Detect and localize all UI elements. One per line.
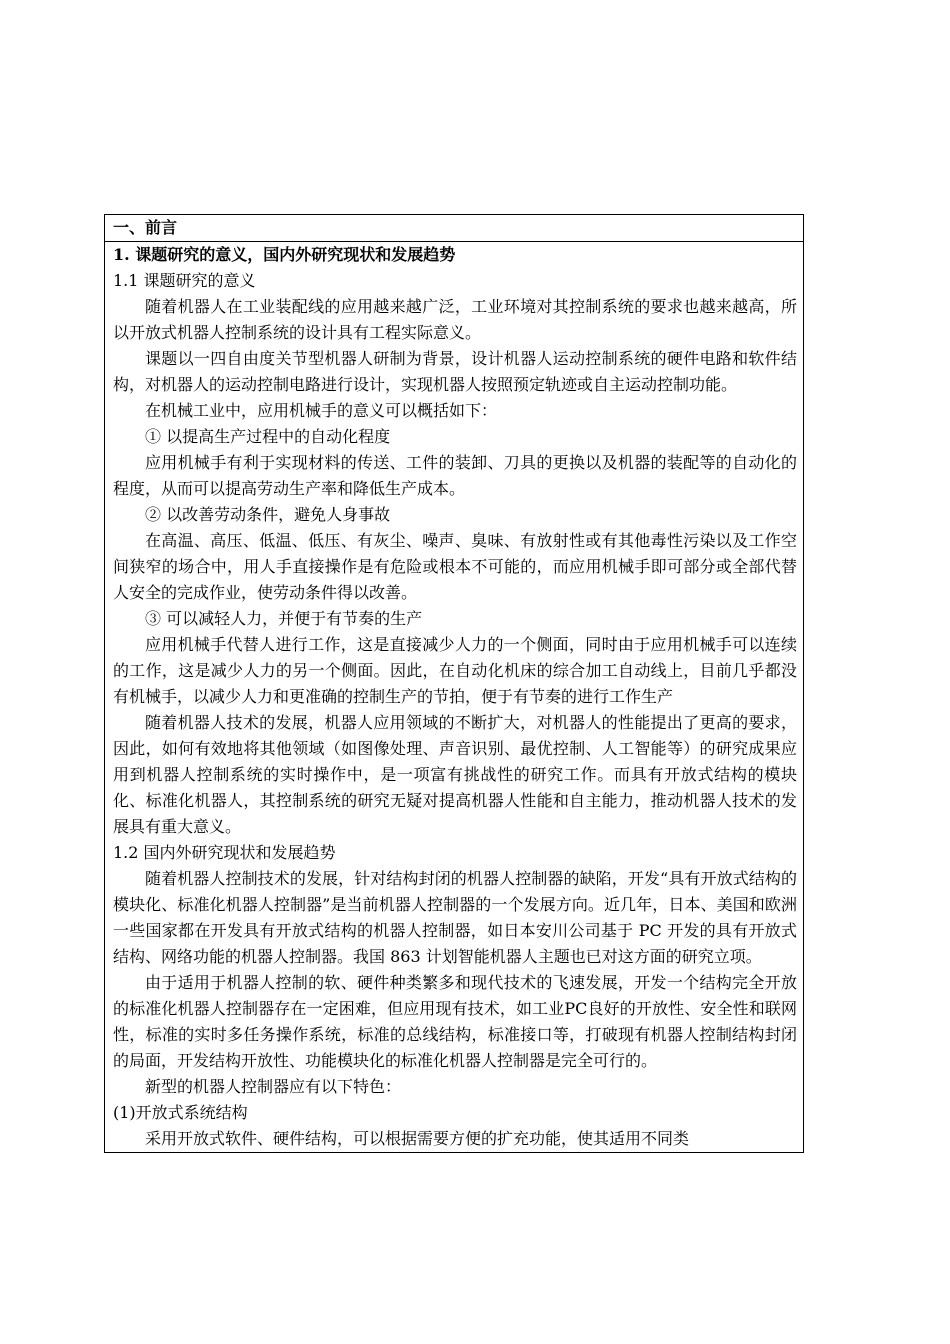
paragraph-11: 采用开放式软件、硬件结构，可以根据需要方便的扩充功能，使其适用不同类 <box>145 1129 690 1148</box>
list-item-3: ③ 可以减轻人力，并便于有节奏的生产 <box>145 609 423 628</box>
table-header-cell: 一、前言 <box>105 215 803 242</box>
subsection-heading-1-1: 1.1 课题研究的意义 <box>113 271 256 290</box>
list-item-1: ① 以提高生产过程中的自动化程度 <box>145 427 391 446</box>
subsection-heading-open-structure: (1)开放式系统结构 <box>113 1103 248 1122</box>
document-table <box>104 214 804 1153</box>
subsection-heading-1-2: 1.2 国内外研究现状和发展趋势 <box>113 843 336 862</box>
paragraph-6: 应用机械手代替人进行工作，这是直接减少人力的一个侧面，同时由于应用机械手可以连续的工作，这是减少人力的另一个侧面。因此，在自动化机床的综合加工自动线上，目前几乎都没有机械手，以减少人力和更准确的控制生产的节拍，便于有节奏的进行工作生产 <box>113 635 797 706</box>
section-heading: 1. 课题研究的意义，国内外研究现状和发展趋势 <box>113 245 456 264</box>
paragraph-9: 由于适用于机器人控制的软、硬件种类繁多和现代技术的飞速发展，开发一个结构完全开放的标准化机器人控制器存在一定困难，但应用现有技术，如工业PC良好的开放性、安全性和联网性，标准的实时多任务操作系统，标准的总线结构，标准接口等，打破现有机器人控制结构封闭的局面，开发结构开放性、功能模块化的标准化机器人控制器是完全可行的。 <box>113 973 797 1070</box>
paragraph-8: 随着机器人控制技术的发展，针对结构封闭的机器人控制器的缺陷，开发“具有开放式结构的模块化、标准化机器人控制器”是当前机器人控制器的一个发展方向。近几年，日本、美国和欧洲一些国家都在开发具有开放式结构的机器人控制器，如日本安川公司基于 PC 开发的具有开放式结构、网络功能的机器人控制器。我国 863 计划智能机器人主题也已对这方面的研究立项。 <box>113 869 797 966</box>
paragraph-4: 应用机械手有利于实现材料的传送、工件的装卸、刀具的更换以及机器的装配等的自动化的程度，从而可以提高劳动生产率和降低生产成本。 <box>113 453 797 498</box>
paragraph-10: 新型的机器人控制器应有以下特色： <box>145 1077 402 1096</box>
paragraph-2: 课题以一四自由度关节型机器人研制为背景，设计机器人运动控制系统的硬件电路和软件结构，对机器人的运动控制电路进行设计，实现机器人按照预定轨迹或自主运动控制功能。 <box>113 349 797 394</box>
table-content-cell <box>105 242 803 1152</box>
paragraph-5: 在高温、高压、低温、低压、有灰尘、噪声、臭味、有放射性或有其他毒性污染以及工作空间狭窄的场合中，用人手直接操作是有危险或根本不可能的，而应用机械手即可部分或全部代替人安全的完成作业，使劳动条件得以改善。 <box>113 531 797 602</box>
paragraph-1: 随着机器人在工业装配线的应用越来越广泛，工业环境对其控制系统的要求也越来越高，所以开放式机器人控制系统的设计具有工程实际意义。 <box>113 297 797 342</box>
paragraph-3: 在机械工业中，应用机械手的意义可以概括如下： <box>145 401 498 420</box>
list-item-2: ② 以改善劳动条件，避免人身事故 <box>145 505 391 524</box>
paragraph-7: 随着机器人技术的发展，机器人应用领域的不断扩大，对机器人的性能提出了更高的要求，因此，如何有效地将其他领域（如图像处理、声音识别、最优控制、人工智能等）的研究成果应用到机器人控制系统的实时操作中，是一项富有挑战性的研究工作。而具有开放式结构的模块化、标准化机器人，其控制系统的研究无疑对提高机器人性能和自主能力，推动机器人技术的发展具有重大意义。 <box>113 713 797 836</box>
